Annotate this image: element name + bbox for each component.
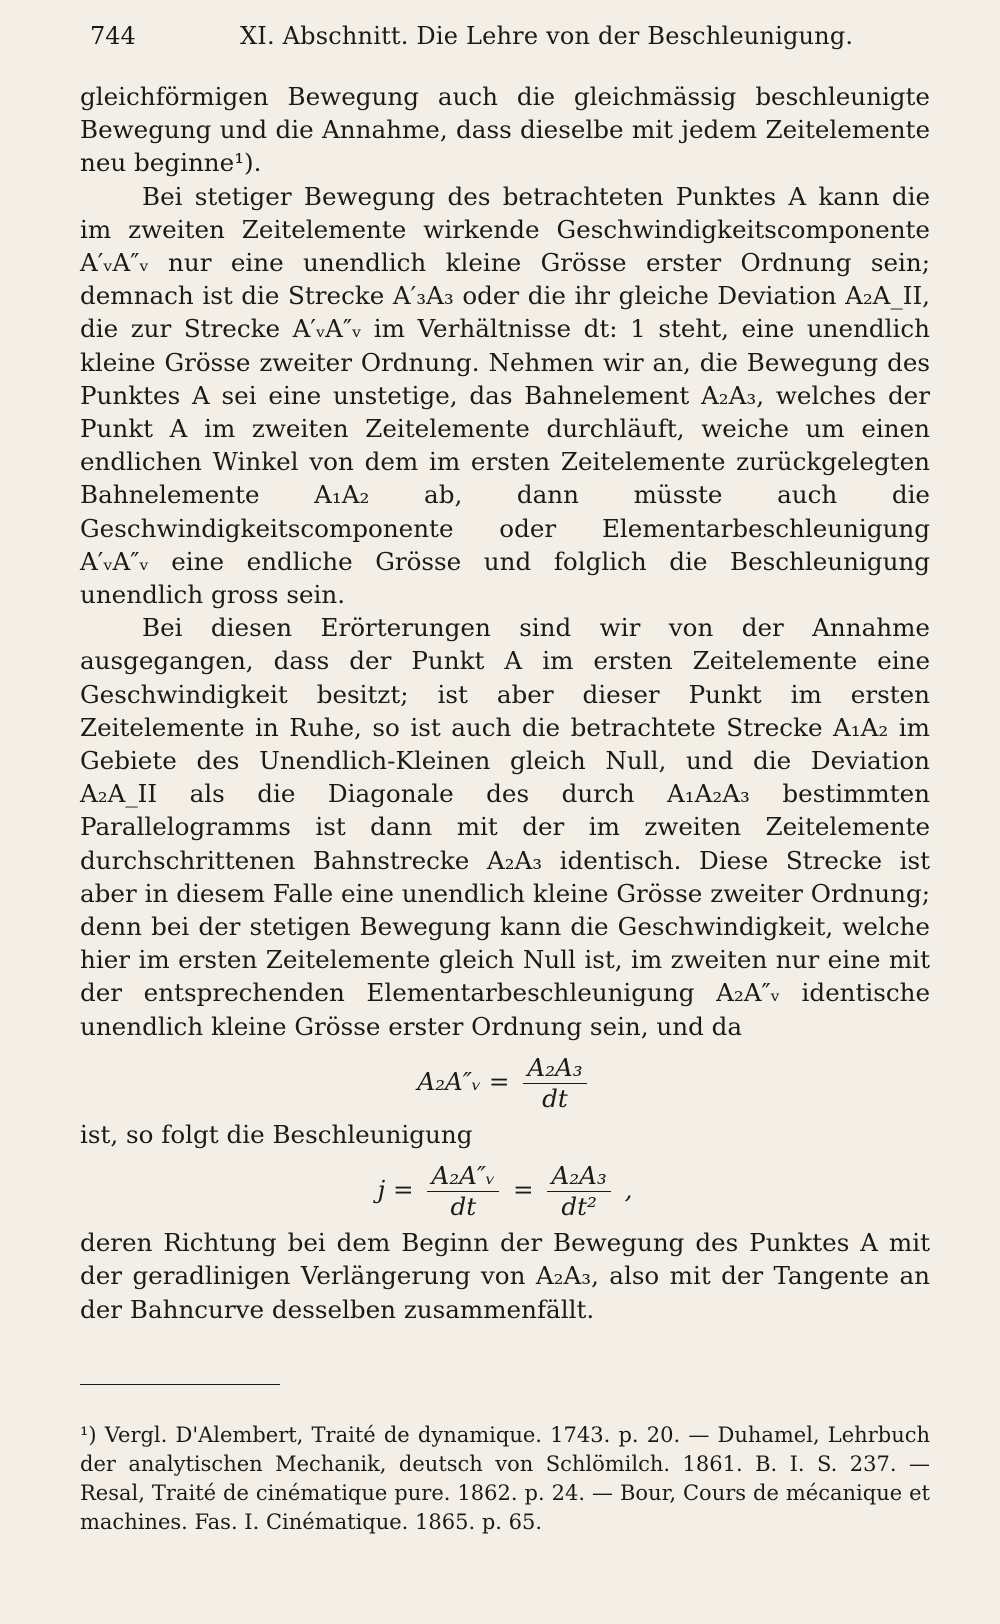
formula2-lhs: j = [377,1175,414,1205]
formula2-numerator-1: A₂A″ᵥ [427,1161,499,1192]
formula2-fraction-2 [547,1161,610,1222]
footnote-divider [80,1384,280,1385]
footnote: ¹) Vergl. D'Alembert, Traité de dynamique. 1743. p. 20. — Duhamel, Lehrbuch der analytischen Mechanik, deutsch von Schlömilch. 1861. B. I. S. 237. — Resal, Traité de cinématique pure. 1862. p. 24. — Bour, Cours de mécanique et machines. Fas. I. Cinématique. 1865. p. 65. [80,1423,930,1534]
formula2-numerator-2: A₂A₃ [547,1161,610,1192]
formula2-equals: = [513,1175,534,1205]
paragraph-3: Bei diesen Erörterungen sind wir von der Annahme ausgegangen, dass der Punkt A im ersten Zeitelemente eine Geschwindigkeit besitzt; ist aber dieser Punkt im ersten Zeitelemente in Ruhe, so ist auch die betrachtete Strecke A₁A₂ im Gebiete des Unendlich-Kleinen gleich Null, und die Deviation A₂A_II als die Diagonale des durch A₁A₂A₃ bestimmten Parallelogramms ist dann mit der im zweiten Zeitelemente durchschrittenen Bahnstrecke A₂A₃ identisch. Diese Strecke ist aber in diesem Falle eine unendlich kleine Grösse zweiter Ordnung; denn bei der stetigen Bewegung kann die Geschwindigkeit, welche hier im ersten Zeitelemente gleich Null ist, im zweiten nur eine mit der entsprechenden Elementarbeschleunigung A₂A″ᵥ identische unendlich kleine Grösse erster Ordnung sein, und da [80,613,930,1041]
formula2-tail: , [624,1175,633,1205]
formula1-lhs: A₂A″ᵥ = [417,1066,510,1096]
formula-velocity [80,1053,930,1114]
paragraph-1: gleichförmigen Bewegung auch die gleichmässig beschleunigte Bewegung und die Annahme, dass dieselbe mit jedem Zeitelemente neu beginne¹). [80,82,930,178]
formula-acceleration [80,1161,930,1222]
page-header [90,22,930,62]
formula1-numerator: A₂A₃ [523,1053,586,1084]
page-number: 744 [90,22,136,50]
text-after-formula1: ist, so folgt die Beschleunigung [80,1119,473,1149]
main-text [80,80,930,1326]
running-title: XI. Abschnitt. Die Lehre von der Beschleunigung. [240,22,854,50]
formula2-fraction-1 [427,1161,499,1222]
formula1-denominator: dt [542,1083,568,1113]
formula2-denominator-2: dt² [561,1192,597,1222]
closing-paragraph: deren Richtung bei dem Beginn der Bewegung des Punktes A mit der geradlinigen Verlängerung von A₂A₃, also mit der Tangente an der Bahncurve desselben zusammenfällt. [80,1228,930,1324]
paragraph-2: Bei stetiger Bewegung des betrachteten Punktes A kann die im zweiten Zeitelemente wirkende Geschwindigkeitscomponente A′ᵥA″ᵥ nur eine unendlich kleine Grösse erster Ordnung sein; demnach ist die Strecke A′₃A₃ oder die ihr gleiche Deviation A₂A_II, die zur Strecke A′ᵥA″ᵥ im Verhältnisse dt: 1 steht, eine unendlich kleine Grösse zweiter Ordnung. Nehmen wir an, die Bewegung des Punktes A sei eine unstetige, das Bahnelement A₂A₃, welches der Punkt A im zweiten Zeitelemente durchläuft, weiche um einen endlichen Winkel von dem im ersten Zeitelemente zurückgelegten Bahnelemente A₁A₂ ab, dann müsste auch die Geschwindigkeitscomponente oder Elementarbeschleunigung A′ᵥA″ᵥ eine endliche Grösse und folglich die Beschleunigung unendlich gross sein. [80,181,930,610]
formula1-fraction [523,1053,586,1114]
formula2-denominator-1: dt [450,1192,477,1222]
